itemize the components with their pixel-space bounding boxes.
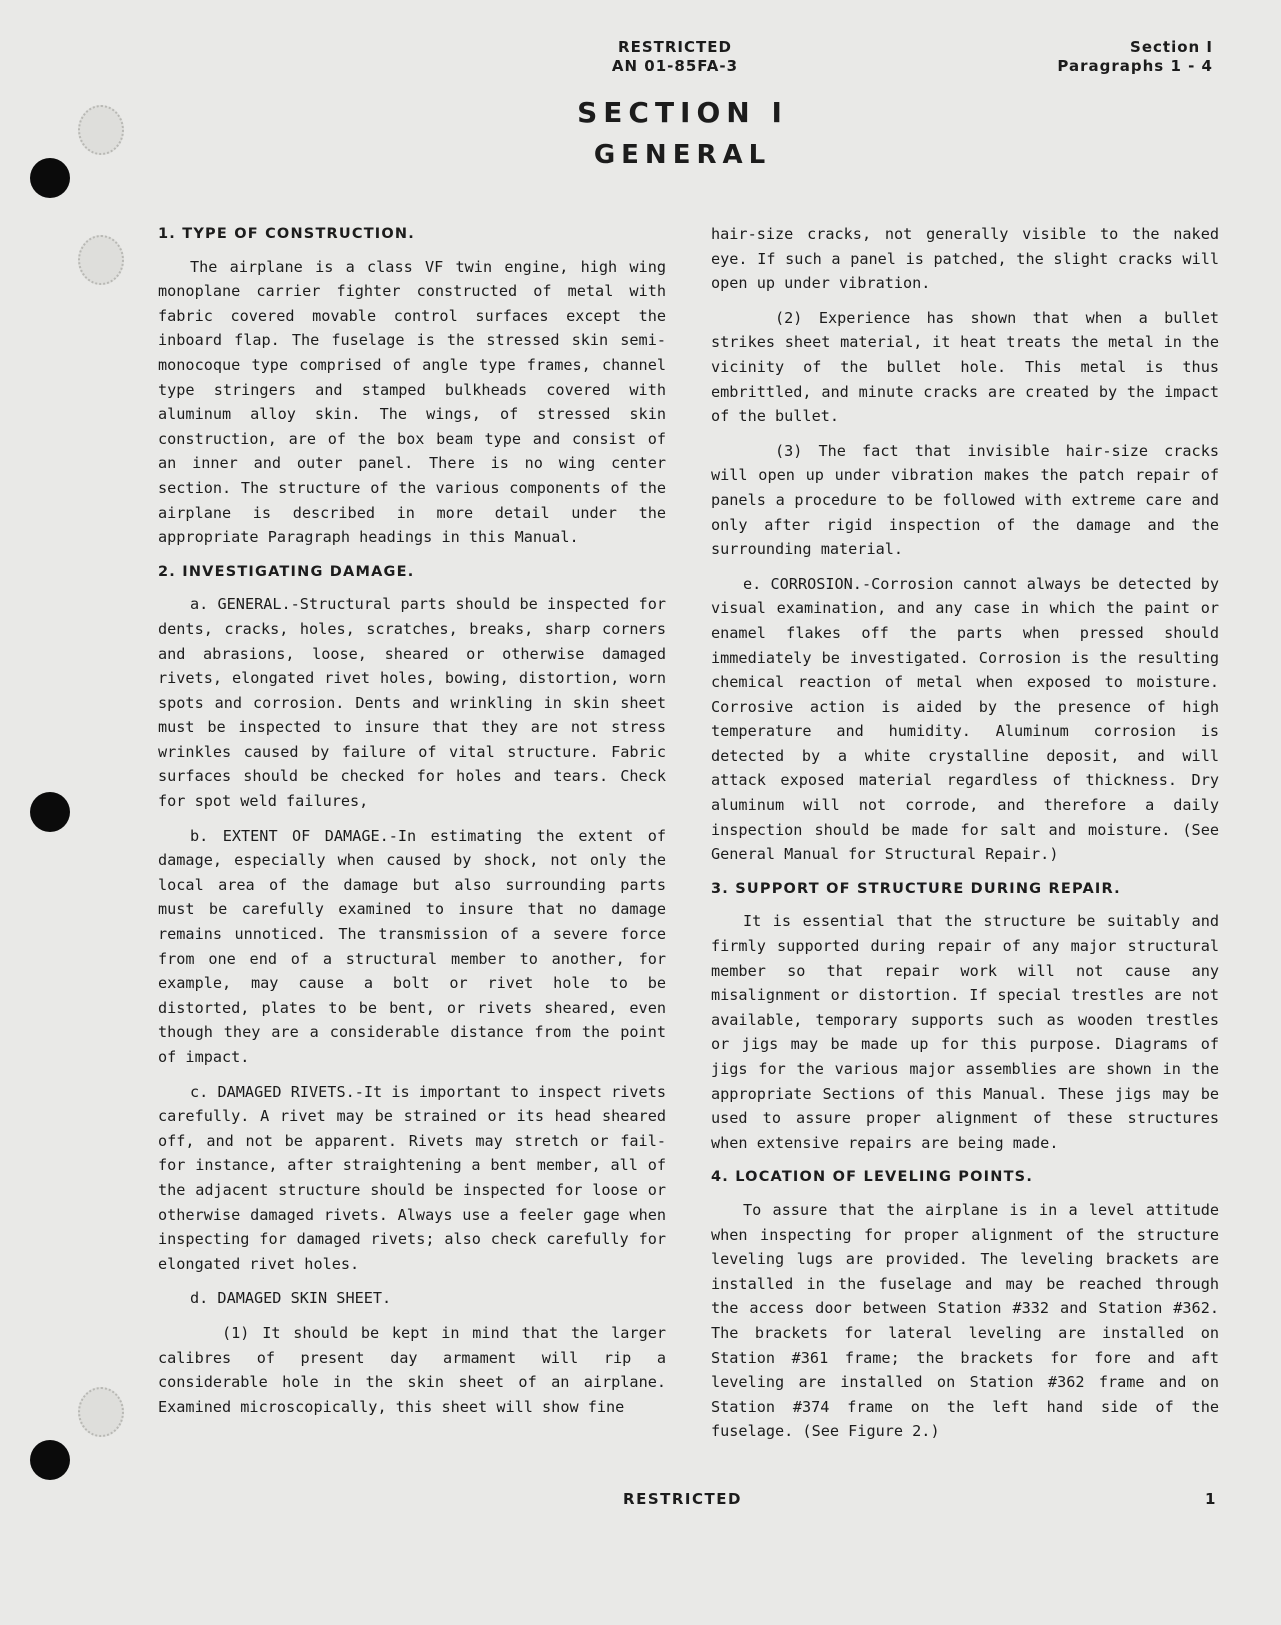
binder-hole-ghost [78,235,124,285]
paragraph: It is essential that the structure be suitably and firmly supported during repair of any major structural member so that repair work will not cause any misalignment or distortion. If special trestles are not available, temporary supports such as wooden trestles or jigs may be made up for this purpose. Diagrams of jigs for the various major assemblies are shown in the appropriate Sections of this Manual. These jigs may be used to assure proper alignment of these structures when extensive repairs are being made. [711,912,1219,1152]
heading-type-of-construction: 1. TYPE OF CONSTRUCTION. [158,226,415,242]
paragraph: b. EXTENT OF DAMAGE.-In estimating the extent of damage, especially when caused by shock, not only the local area of the damage but also surrounding parts must be carefully examined to insure that no damage remains unnoticed. The transmission of a severe force from one end of a structural member to another, for example, may cause a bolt or rivet hole to be distorted, plates to be bent, or rivets sheared, even though they are a considerable distance from the point of impact. [158,826,666,1066]
page-number: 1 [1205,1490,1216,1508]
paragraph-continued: hair-size cracks, not generally visible to the naked eye. If such a panel is patched, the slight cracks will open up under vibration. [711,225,1219,293]
binder-hole-ghost [78,1387,124,1437]
paragraph: e. CORROSION.-Corrosion cannot always be detected by visual examination, and any case in which the paint or enamel flakes off the parts when pressed should immediately be investigated. Corrosion is the resulting chemical reaction of metal when exposed to moisture. Corrosive action is aided by the presence of high temperature and humidity. Aluminum corrosion is detected by a white crystalline deposit, and will attack exposed material regardless of thickness. Dry aluminum will not corrode, and therefore a daily inspection should be made for salt and moisture. (See General Manual for Structural Repair.) [711,574,1219,864]
left-column [158,222,666,1429]
subheading-damaged-skin-sheet: d. DAMAGED SKIN SHEET. [190,1289,392,1308]
section-name: GENERAL [593,140,772,170]
heading-investigating-damage: 2. INVESTIGATING DAMAGE. [158,563,415,580]
paragraph: To assure that the airplane is in a level attitude when inspecting for proper alignment of the structure leveling lugs are provided. The leveling brackets are installed in the fuselage and may be reached through the access door between Station #332 and Station #362. The brackets for lateral leveling are installed on Station #361 frame; the brackets for fore and aft leveling are installed on Station #362 frame and on Station #374 frame on the left hand side of the fuselage. (See Figure 2.) [711,1200,1219,1441]
header-classification: RESTRICTED [618,38,732,56]
paragraph: (2) Experience has shown that when a bullet strikes sheet material, it heat treats the metal in the vicinity of the bullet hole. This metal is thus embrittled, and minute cracks are created by the impact of the bullet. [711,308,1219,426]
paragraph: The airplane is a class VF twin engine, high wing monoplane carrier fighter constructed of metal with fabric covered movable control surfaces except the inboard flap. The fuselage is the stressed skin semi-monocoque type comprised of angle type frames, channel type stringers and stamped bulkheads covered with aluminum alloy skin. The wings, of stressed skin construction, are of the box beam type and consist of an inner and outer panel. There is no wing center section. The structure of the various components of the airplane is described in more detail under the appropriate Paragraph headings in this Manual. [158,257,666,547]
binder-hole [30,792,70,832]
section-title: SECTION I [577,96,788,129]
header-center [600,38,750,76]
document-number: AN 01-85FA-3 [611,57,739,75]
paragraph: a. GENERAL.-Structural parts should be inspected for dents, cracks, holes, scratches, breaks, sharp corners and abrasions, loose, sheared or otherwise damaged rivets, elongated rivet holes, bowing, distortion, worn spots and corrosion. Dents and wrinkling in skin sheet must be inspected to insure that they are not stress wrinkles caused by failure of vital structure. Fabric surfaces should be checked for holes and tears. Check for spot weld failures, [158,595,666,811]
paragraph: c. DAMAGED RIVETS.-It is important to inspect rivets carefully. A rivet may be strained or its head sheared off, and not be apparent. Rivets may stretch or fail- for instance, after straightening a bent member, all of the adjacent structure should be inspected for loose or otherwise damaged rivets. Always use a feeler gage when inspecting for damaged rivets; also check carefully for elongated rivet holes. [158,1082,666,1273]
heading-support-of-structure: 3. SUPPORT OF STRUCTURE DURING REPAIR. [711,880,1121,897]
paragraphs-reference: Paragraphs 1 - 4 [1057,57,1213,75]
footer-classification: RESTRICTED [623,1490,742,1508]
paragraph: (3) The fact that invisible hair-size cracks will open up under vibration makes the patch repair of panels a procedure to be followed with extreme care and only after rigid inspection of the damage and the surrounding material. [711,441,1219,559]
header-right [1057,38,1213,76]
right-column [711,222,1219,1454]
section-reference: Section I [1130,38,1213,56]
heading-leveling-points: 4. LOCATION OF LEVELING POINTS. [711,1169,1034,1186]
paragraph: (1) It should be kept in mind that the larger calibres of present day armament will rip a considerable hole in the skin sheet of an airplane. Examined microscopically, this sheet will show fine [158,1323,666,1416]
binder-hole [30,1440,70,1480]
